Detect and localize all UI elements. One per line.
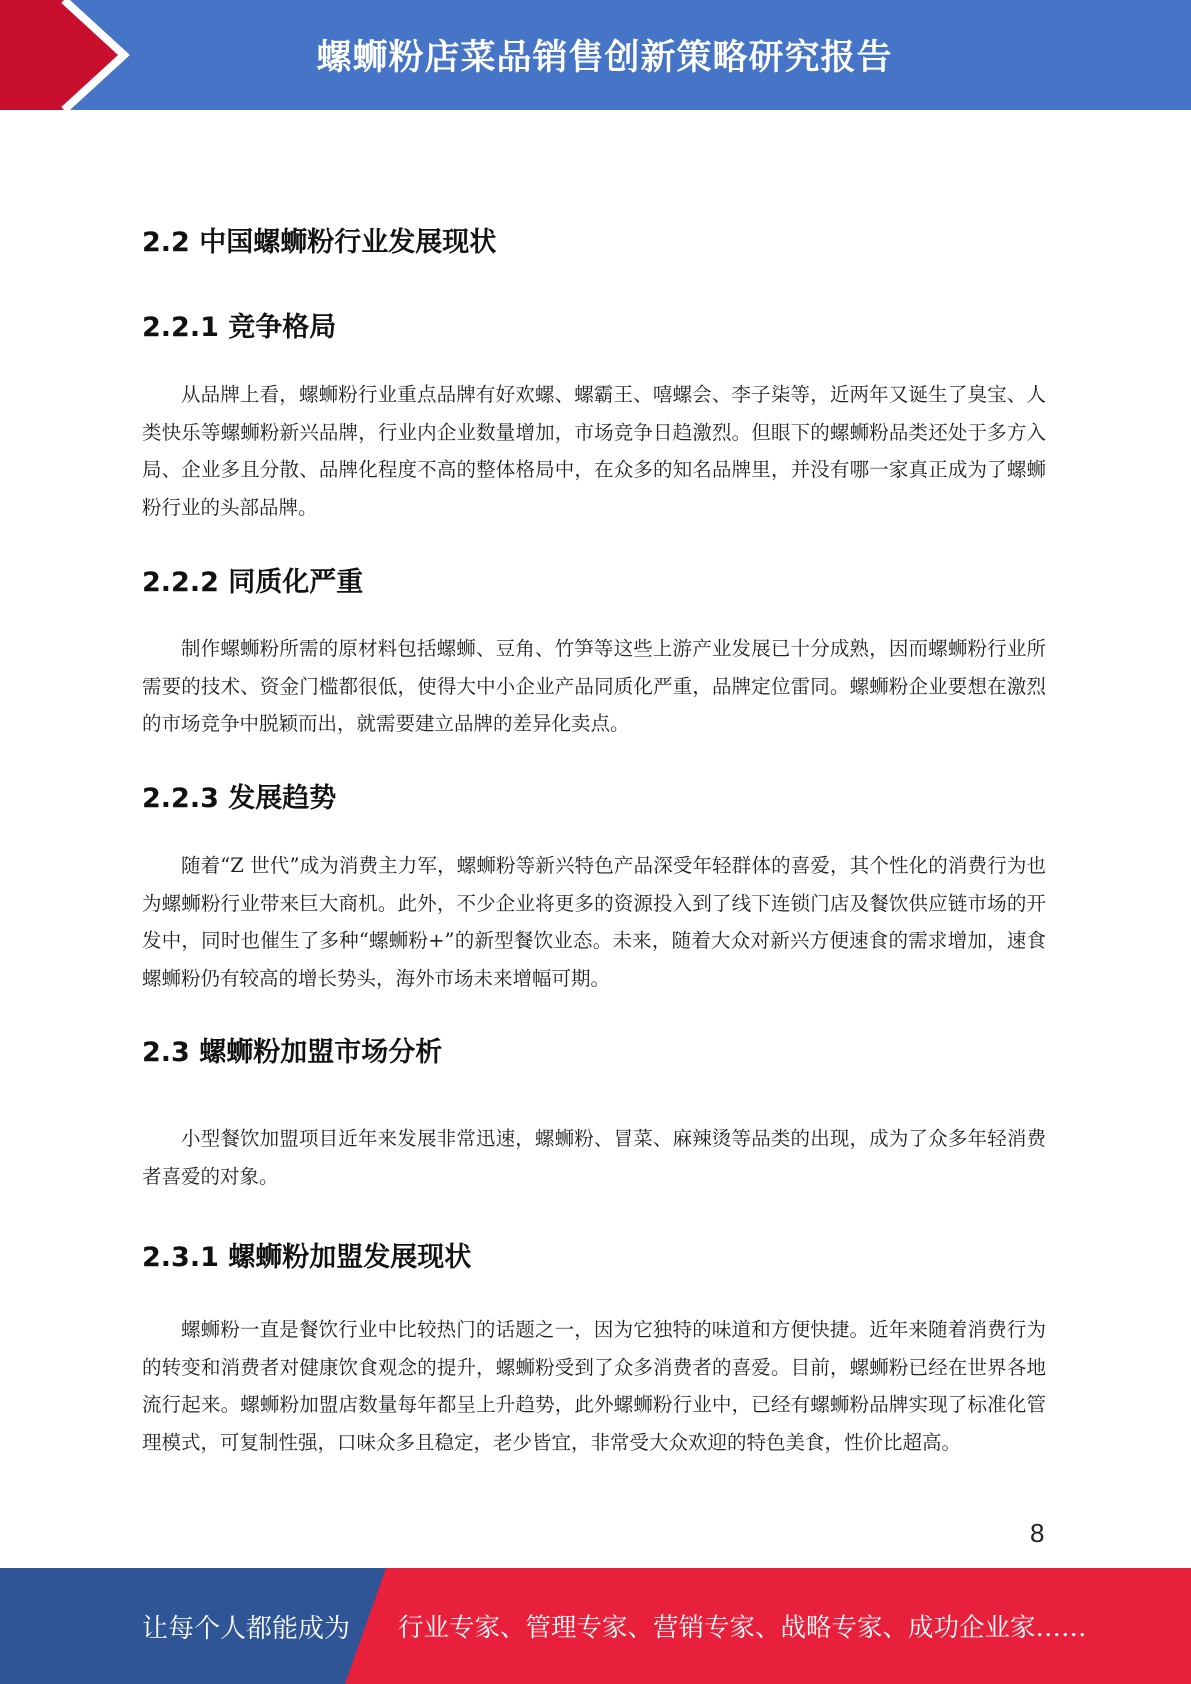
paragraph-trends: 随着“Z 世代”成为消费主力军，螺蛳粉等新兴特色产品深受年轻群体的喜爱，其个性化的消费行为也为螺蛳粉行业带来巨大商机。此外，不少企业将更多的资源投入到了线下连锁门店及餐饮供应链市场的开发中，同时也催生了多种“螺蛳粉+”的新型餐饮业态。未来，随着大众对新兴方便速食的需求增加，速食螺蛳粉仍有较高的增长势头，海外市场未来增幅可期。 — [142, 854, 1046, 990]
paragraph-competition: 从品牌上看，螺蛳粉行业重点品牌有好欢螺、螺霸王、嘻螺会、李子柒等，近两年又诞生了臭宝、人类快乐等螺蛳粉新兴品牌，行业内企业数量增加，市场竞争日趋激烈。但眼下的螺蛳粉品类还处于多方入局、企业多且分散、品牌化程度不高的整体格局中，在众多的知名品牌里，并没有哪一家真正成为了螺蛳粉行业的头部品牌。 — [142, 383, 1046, 519]
section-heading-2-3: 2.3 螺蛳粉加盟市场分析 — [142, 1037, 443, 1068]
section-heading-2-3-1: 2.3.1 螺蛳粉加盟发展现状 — [142, 1242, 472, 1273]
footer-slogan-right: 行业专家、管理专家、营销专家、战略专家、成功企业家…… — [398, 1613, 1087, 1643]
page-number: 8 — [1030, 1518, 1045, 1548]
section-heading-2-2-2: 2.2.2 同质化严重 — [142, 567, 364, 598]
paragraph-franchise-market: 小型餐饮加盟项目近年来发展非常迅速，螺蛳粉、冒菜、麻辣烫等品类的出现，成为了众多年轻消费者喜爱的对象。 — [142, 1127, 1046, 1188]
section-heading-2-2-3: 2.2.3 发展趋势 — [142, 783, 337, 814]
footer-slogan-left: 让每个人都能成为 — [142, 1613, 351, 1644]
paragraph-homogeneity: 制作螺蛳粉所需的原材料包括螺蛳、豆角、竹笋等这些上游产业发展已十分成熟，因而螺蛳粉行业所需要的技术、资金门槛都很低，使得大中小企业产品同质化严重，品牌定位雷同。螺蛳粉企业要想在激烈的市场竞争中脱颖而出，就需要建立品牌的差异化卖点。 — [142, 637, 1046, 735]
paragraph-franchise-status: 螺蛳粉一直是餐饮行业中比较热门的话题之一，因为它独特的味道和方便快捷。近年来随着消费行为的转变和消费者对健康饮食观念的提升，螺蛳粉受到了众多消费者的喜爱。目前，螺蛳粉已经在世界各地流行起来。螺蛳粉加盟店数量每年都呈上升趋势，此外螺蛳粉行业中，已经有螺蛳粉品牌实现了标准化管理模式，可复制性强，口味众多且稳定，老少皆宜，非常受大众欢迎的特色美食，性价比超高。 — [142, 1318, 1046, 1454]
section-heading-2-2-1: 2.2.1 竞争格局 — [142, 312, 337, 343]
section-heading-2-2: 2.2 中国螺蛳粉行业发展现状 — [142, 227, 497, 258]
footer-band — [0, 1568, 1191, 1684]
document-title: 螺蛳粉店菜品销售创新策略研究报告 — [316, 38, 893, 78]
